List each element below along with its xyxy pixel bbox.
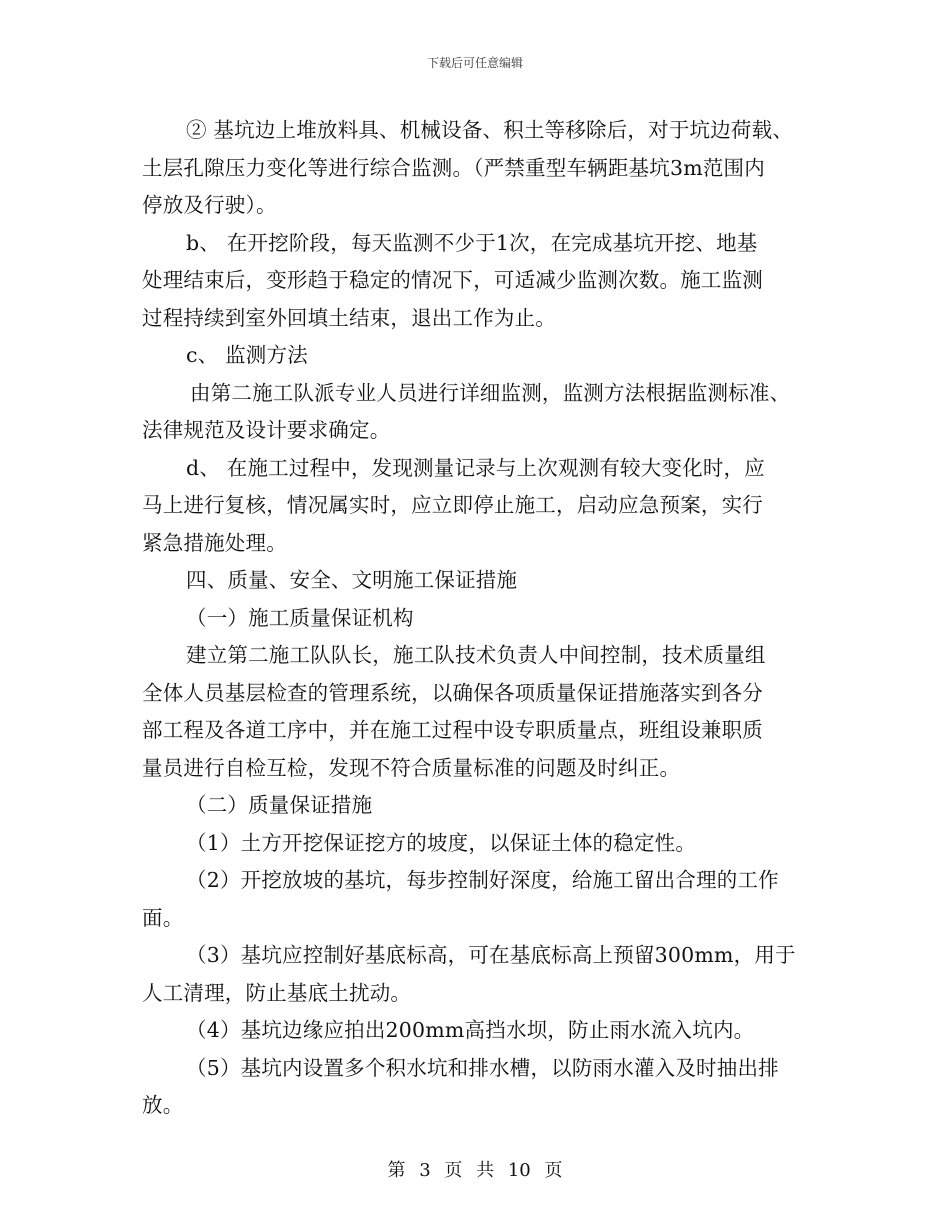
text-line: d、 在施工过程中，发现测量记录与上次观测有较大变化时，应 bbox=[186, 455, 765, 480]
text-line: c、 监测方法 bbox=[186, 343, 308, 367]
text-line: ② 基坑边上堆放料具、机械设备、积土等移除后，对于坑边荷载、 bbox=[186, 118, 794, 142]
text-line: （4）基坑边缘应拍出200mm高挡水坝，防止雨水流入坑内。 bbox=[186, 1018, 755, 1042]
text-line: 面。 bbox=[142, 905, 184, 930]
text-line: 建立第二施工队队长，施工队技术负责人中间控制，技术质量组 bbox=[186, 643, 766, 667]
text-line: 部工程及各道工序中，并在施工过程中设专职质量点，班组设兼职质 bbox=[142, 718, 763, 742]
text-line: 处理结束后，变形趋于稳定的情况下，可适减少监测次数。施工监测 bbox=[142, 268, 763, 292]
text-line: 量员进行自检互检，发现不符合质量标准的问题及时纠正。 bbox=[142, 755, 681, 780]
text-line: 四、质量、安全、文明施工保证措施 bbox=[186, 568, 518, 592]
text-line: b、 在开挖阶段，每天监测不少于1次，在完成基坑开挖、地基 bbox=[186, 230, 758, 255]
text-line: 由第二施工队派专业人员进行详细监测，监测方法根据监测标准、 bbox=[190, 380, 791, 405]
text-line: 人工清理，防止基底土扰动。 bbox=[142, 980, 412, 1005]
text-line: （二）质量保证措施 bbox=[186, 793, 373, 817]
text-line: 全体人员基层检查的管理系统，以确保各项质量保证措施落实到各分 bbox=[142, 680, 763, 705]
text-line: （2）开挖放坡的基坑，每步控制好深度，给施工留出合理的工作 bbox=[186, 868, 779, 892]
text-line: 法律规范及设计要求确定。 bbox=[142, 418, 391, 442]
document-body bbox=[142, 112, 822, 1125]
page-footer: 第 3 页 共 10 页 bbox=[387, 1160, 563, 1181]
text-line: 马上进行复核，情况属实时，应立即停止施工，启动应急预案，实行 bbox=[142, 493, 763, 517]
text-line: （5）基坑内设置多个积水坑和排水槽，以防雨水灌入及时抽出排 bbox=[186, 1055, 779, 1080]
text-line: 土层孔隙压力变化等进行综合监测。（严禁重型车辆距基坑3m范围内 bbox=[142, 155, 765, 180]
text-line: 放。 bbox=[142, 1093, 184, 1117]
text-line: 紧急措施处理。 bbox=[142, 530, 287, 555]
text-line: 停放及行驶）。 bbox=[142, 193, 277, 217]
text-line: 过程持续到室外回填土结束，退出工作为止。 bbox=[142, 305, 556, 330]
page-header: 下载后可任意编辑 bbox=[426, 56, 523, 70]
text-line: （3）基坑应控制好基底标高，可在基底标高上预留300mm，用于 bbox=[186, 943, 796, 967]
text-line: （1）土方开挖保证挖方的坡度，以保证土体的稳定性。 bbox=[186, 830, 697, 855]
text-line: （一）施工质量保证机构 bbox=[186, 605, 414, 630]
